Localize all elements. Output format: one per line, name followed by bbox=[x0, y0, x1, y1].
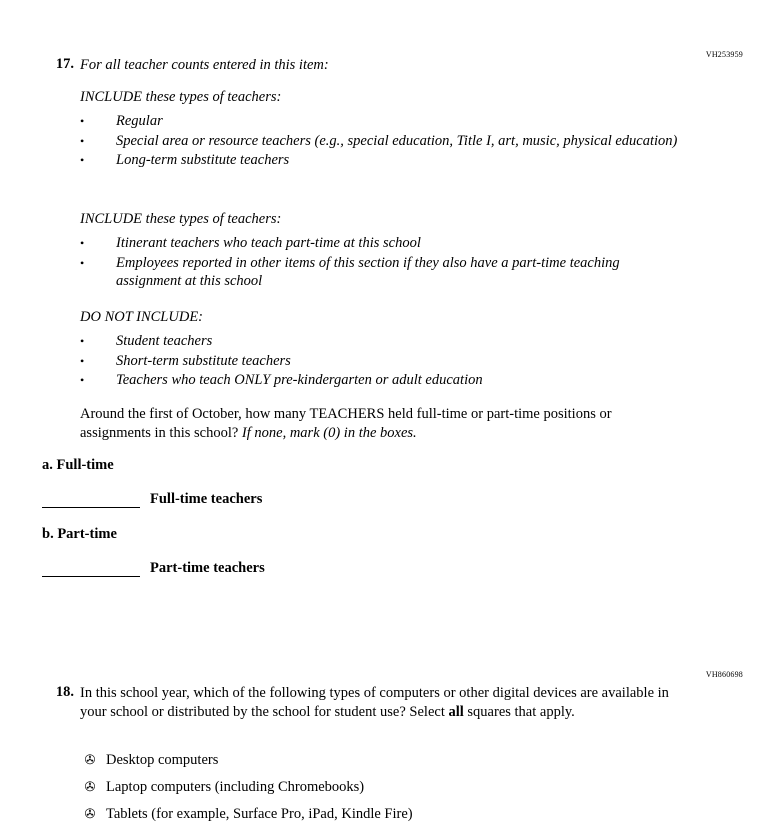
answer-row-full-time bbox=[42, 490, 542, 512]
list-item: • Regular bbox=[80, 113, 163, 129]
option-desktop-computers[interactable] bbox=[80, 752, 680, 779]
full-time-teachers-caption: Full-time teachers bbox=[150, 491, 263, 507]
question-number-17: 17. bbox=[55, 56, 74, 72]
question-stem-18-part1: In this school year, which of the following types of computers or other digital devices are available in your school or distributed by the school for student use? Select bbox=[80, 685, 669, 720]
subpart-b-label: b. Part-time bbox=[42, 526, 117, 542]
include-heading-1: INCLUDE these types of teachers: bbox=[80, 89, 282, 105]
bullet-icon: • bbox=[80, 373, 85, 388]
option-label: Desktop computers bbox=[106, 752, 219, 768]
part-time-teachers-caption: Part-time teachers bbox=[150, 560, 265, 576]
question-number-18: 18. bbox=[55, 684, 74, 700]
question-prompt-text: Around the first of October, how many TEACHERS held full-time or part-time positions or assignments in this school? bbox=[80, 406, 612, 441]
checkbox-icon[interactable]: ✇ bbox=[84, 807, 96, 822]
list-item: • Itinerant teachers who teach part-time at this school bbox=[80, 235, 421, 251]
question-prompt-17 bbox=[80, 405, 680, 442]
bullet-icon: • bbox=[80, 353, 85, 368]
item-code-18: VH860698 bbox=[705, 670, 743, 679]
option-label: Tablets (for example, Surface Pro, iPad, Kindle Fire) bbox=[106, 806, 413, 822]
part-time-teachers-input[interactable] bbox=[42, 562, 140, 577]
checkbox-icon[interactable]: ✇ bbox=[84, 753, 96, 768]
question-stem-18-emphasis: all bbox=[448, 703, 464, 720]
option-laptop-computers[interactable] bbox=[80, 779, 680, 806]
list-item: • Student teachers bbox=[80, 333, 213, 349]
list-item: • Short-term substitute teachers bbox=[80, 352, 291, 369]
answer-row-part-time bbox=[42, 559, 542, 581]
include-list-2 bbox=[80, 234, 680, 292]
question-stem-18 bbox=[80, 684, 680, 721]
exclude-heading: DO NOT INCLUDE: bbox=[80, 309, 204, 325]
option-label: Laptop computers (including Chromebooks) bbox=[106, 779, 365, 795]
bullet-icon: • bbox=[80, 255, 85, 270]
full-time-teachers-input[interactable] bbox=[42, 493, 140, 508]
bullet-icon: • bbox=[80, 236, 85, 250]
question-stem-18-part2: squares that apply. bbox=[463, 703, 575, 720]
list-item: • Special area or resource teachers (e.g., special education, Title I, art, music, physical education) bbox=[80, 132, 678, 149]
list-item: • Employees reported in other items of this section if they also have a part-time teaching assignment at this school bbox=[80, 254, 620, 290]
exclude-list bbox=[80, 332, 680, 391]
bullet-icon: • bbox=[80, 114, 85, 128]
subpart-a-label: a. Full-time bbox=[42, 457, 114, 473]
list-item: • Teachers who teach ONLY pre-kindergarten or adult education bbox=[80, 372, 483, 389]
option-tablets[interactable] bbox=[80, 806, 680, 833]
question-prompt-note: If none, mark (0) in the boxes. bbox=[241, 424, 417, 441]
include-list-1 bbox=[80, 112, 680, 171]
list-item: • Long-term substitute teachers bbox=[80, 152, 290, 169]
checkbox-icon[interactable]: ✇ bbox=[84, 780, 96, 795]
bullet-icon: • bbox=[80, 334, 85, 348]
bullet-icon: • bbox=[80, 133, 85, 148]
item-code-17: VH253959 bbox=[705, 50, 743, 59]
question-stem-17: For all teacher counts entered in this item: bbox=[80, 57, 329, 73]
bullet-icon: • bbox=[80, 153, 85, 168]
include-heading-2: INCLUDE these types of teachers: bbox=[80, 211, 282, 227]
